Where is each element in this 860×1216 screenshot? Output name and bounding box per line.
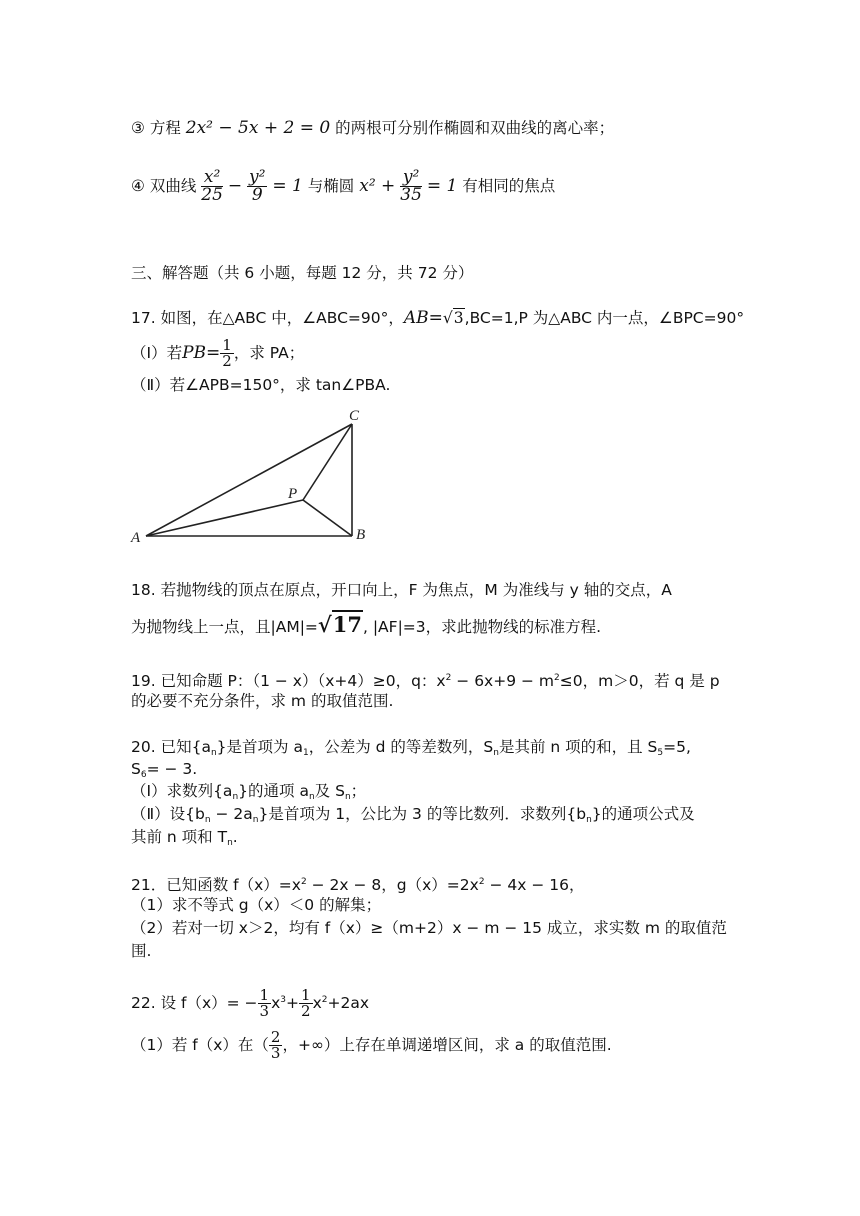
q17-p1-text-b: ，求 PA； — [233, 344, 305, 362]
q20-p1-c: 及 S — [314, 782, 345, 800]
q21-line1 — [131, 871, 585, 896]
q22-p1-a: （1）若 f（x）在（ — [131, 1036, 269, 1054]
q20-text-b: }是首项为 a — [216, 738, 303, 756]
q22-sup-2: 2 — [321, 995, 328, 1005]
q21-text-c: − 4x − 16， — [484, 876, 585, 894]
q22-text-d: x — [312, 994, 322, 1012]
q20-text-a: 20. 已知{a — [131, 738, 211, 756]
label-b: B — [356, 527, 366, 543]
q20-line1 — [131, 736, 691, 764]
q20-sub-5: 5 — [657, 748, 664, 758]
equals-one-2: = 1 — [426, 176, 458, 196]
q21-text-a: 21．已知函数 f（x）=x — [131, 876, 301, 894]
q20-sub-1: 1 — [302, 748, 309, 758]
q18-text-b: , |AF|=3，求此抛物线的标准方程. — [362, 618, 602, 636]
ab-label: AB= — [403, 308, 443, 328]
q20-p1-sub-1: n — [232, 792, 239, 802]
item-3-text: 的两根可分别作椭圆和双曲线的离心率； — [335, 119, 615, 137]
q21-sup-2: 2 — [478, 877, 485, 887]
q17-text-b: ,BC=1,P 为△ABC 内一点，∠BPC=90° — [464, 309, 745, 327]
q20-p1-b: }的通项 a — [238, 782, 309, 800]
q22-part1 — [131, 1028, 612, 1062]
q20-p1-sub-3: n — [344, 792, 351, 802]
equals-one: = 1 — [272, 176, 303, 196]
q19-line2: 的必要不充分条件，求 m 的取值范围. — [131, 692, 394, 710]
segment-pa — [146, 500, 303, 536]
item-4 — [131, 162, 555, 210]
q17-p1-text-a: （Ⅰ）若 — [131, 344, 183, 362]
q20-p2-d: }的通项公式及 — [591, 805, 695, 823]
q17-part2: （Ⅱ）若∠APB=150°，求 tan∠PBA. — [131, 376, 391, 394]
q20-l5-a: 其前 n 项和 T — [131, 828, 228, 846]
q22-text-c: + — [286, 994, 300, 1012]
q17-part1 — [131, 336, 304, 370]
q21-text-b: − 2x − 8，g（x）=2x — [306, 876, 479, 894]
fraction-x2-25: $\frac{\text{x²}}{25}$ — [201, 167, 223, 205]
label-a: A — [131, 530, 141, 546]
x-squared-plus: x² + — [359, 176, 396, 196]
item-4-label: ④ 双曲线 — [131, 177, 197, 195]
q19-text-a: 19. 已知命题 P：（1 − x）（x+4）≥0，q：x — [131, 672, 446, 690]
q19-line1 — [131, 667, 720, 692]
q20-p2-sub-2: n — [252, 815, 259, 825]
q20-p2-sub-1: n — [204, 815, 211, 825]
fraction-y2-9: $\frac{\text{y²}}{9}$ — [249, 167, 266, 205]
sqrt-17: √17 — [317, 612, 362, 637]
fraction-1-2-b: $\frac{1}{2}$ — [301, 986, 311, 1020]
fraction-1-3: $\frac{1}{3}$ — [259, 986, 270, 1020]
item-3-label: ③ 方程 — [131, 119, 181, 137]
q22-sup-1: 3 — [280, 995, 287, 1005]
q20-text-e: =5, — [663, 738, 691, 756]
label-p: P — [288, 486, 298, 502]
q22-p1-b: ，+∞）上存在单调递增区间，求 a 的取值范围. — [282, 1036, 612, 1054]
q20-l2-text-a: S — [131, 760, 141, 778]
q20-p2-c: }是首项为 1，公比为 3 的等比数列．求数列{b — [258, 805, 587, 823]
q20-p1-sub-2: n — [308, 792, 315, 802]
q22-text-b: x — [271, 994, 281, 1012]
q22-line1 — [131, 983, 369, 1020]
q21-part2-end: 围. — [131, 942, 152, 960]
q18-line2 — [131, 612, 601, 640]
q21-sup-1: 2 — [300, 877, 307, 887]
fraction-1-2: $\frac{1}{2}$ — [222, 336, 232, 370]
q17-text-a: 17. 如图，在△ABC 中，∠ABC=90°， — [131, 309, 404, 327]
q20-sub-6: 6 — [140, 770, 147, 780]
segment-pb — [303, 500, 352, 536]
q19-sup-2: 2 — [554, 673, 560, 683]
item-3 — [131, 117, 614, 139]
q19-text-c: ≤0，m＞0，若 q 是 p — [559, 672, 720, 690]
q20-p2-b: − 2a — [210, 805, 253, 823]
q20-l2-text-b: = − 3. — [146, 760, 198, 778]
q20-sub-n: n — [210, 748, 217, 758]
q22-text-e: +2ax — [327, 994, 370, 1012]
label-c: C — [349, 408, 360, 424]
q21-part2: （2）若对一切 x＞2，均有 f（x）≥（m+2）x − m − 15 成立，求实数 m 的取值范 — [131, 919, 727, 937]
triangle-figure — [128, 408, 378, 548]
pb-label: PB= — [182, 343, 221, 363]
q20-line5 — [131, 826, 238, 854]
q20-l5-sub: n — [227, 838, 233, 848]
q20-l5-b: . — [232, 828, 238, 846]
q20-sub-n2: n — [493, 748, 499, 758]
q18-text-a: 为抛物线上一点，且|AM|= — [131, 618, 318, 636]
q20-text-c: ，公差为 d 的等差数列，S — [308, 738, 494, 756]
item-4-end: 有相同的焦点 — [462, 177, 556, 195]
q18-line1: 18. 若抛物线的顶点在原点，开口向上，F 为焦点，M 为准线与 y 轴的交点，A — [131, 581, 672, 599]
sqrt-3: √3 — [442, 309, 464, 327]
q19-sup-1: 2 — [445, 673, 452, 683]
q20-p1-a: （Ⅰ）求数列{a — [131, 782, 233, 800]
side-ac — [146, 424, 352, 536]
q20-text-d: 是其前 n 项的和，且 S — [498, 738, 658, 756]
fraction-2-3: $\frac{2}{3}$ — [270, 1028, 281, 1062]
q19-text-b: − 6x+9 − m — [451, 672, 555, 690]
q17-line1 — [131, 307, 744, 329]
q20-p2-a: （Ⅱ）设{b — [131, 805, 205, 823]
section-heading: 三、解答题（共 6 小题，每题 12 分，共 72 分） — [131, 264, 474, 282]
q20-p2-sub-3: n — [586, 815, 592, 825]
minus-sign: − — [227, 176, 243, 196]
item-4-mid: 与椭圆 — [307, 177, 355, 195]
fraction-y2-35: $\frac{\text{y²}}{35}$ — [400, 167, 422, 205]
q22-text-a: 22. 设 f（x）= − — [131, 994, 258, 1012]
equation: 2x² − 5x + 2 = 0 — [185, 118, 331, 138]
q21-part1: （1）求不等式 g（x）＜0 的解集； — [131, 896, 382, 914]
segment-pc — [303, 424, 352, 500]
q20-p1-d: ； — [350, 782, 367, 800]
